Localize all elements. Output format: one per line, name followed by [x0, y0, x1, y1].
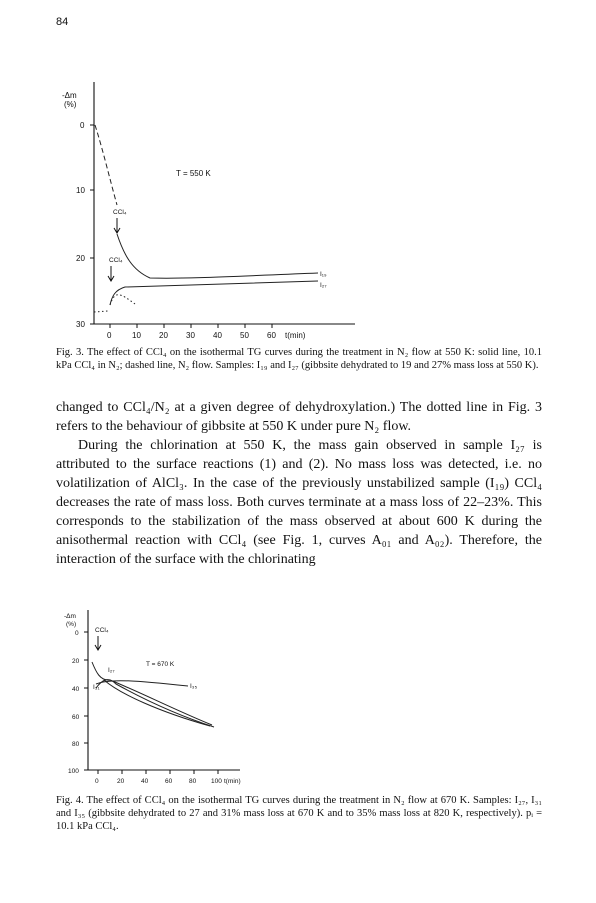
- fig4-x-tick: 20: [117, 778, 125, 785]
- fig4-ccl4-label: CCl₄: [95, 627, 109, 634]
- fig3-temperature-label: T = 550 K: [176, 169, 211, 178]
- fig4-y-label-1: -Δm: [64, 613, 76, 620]
- fig4-curve-label-i27: I₂₇: [108, 667, 115, 674]
- fig3-curve-i27-start: [94, 311, 108, 312]
- fig4-x-tick: 40: [141, 778, 149, 785]
- fig3-x-tick: 30: [186, 331, 195, 340]
- fig3-curve-i19-ccl4: [117, 234, 318, 278]
- fig3-curve-i27-ccl4: [110, 281, 318, 305]
- figure-3-caption: Fig. 3. The effect of CCl₄ on the isothermal TG curves during the treatment in N₂ flow at 550 K: solid line, 10.1 kPa CCl₄ in N₂; dashed line, N₂ flow. Samples: I₁₉ and I₂₇ (gibbsite dehydrated to 19 and 27% mass loss at 550 K).: [56, 347, 542, 371]
- fig4-y-tick: 80: [72, 741, 80, 748]
- fig3-y-label-1: -Δm: [62, 91, 77, 100]
- fig3-y-tick: 30: [76, 320, 85, 329]
- fig3-x-tick: 20: [159, 331, 168, 340]
- fig3-arrow-upper: [114, 218, 120, 233]
- fig4-temperature-label: T = 670 K: [146, 661, 175, 668]
- fig3-ccl4-label-upper: CCl₄: [113, 209, 127, 216]
- fig3-ccl4-label-lower: CCl₄: [109, 257, 123, 264]
- page-number: 84: [56, 16, 69, 28]
- fig4-x-label: t(min): [224, 778, 241, 785]
- fig3-x-tick: 10: [132, 331, 141, 340]
- fig3-x-tick: 60: [267, 331, 276, 340]
- paragraph-2: During the chlorination at 550 K, the mass gain observed in sample I₂₇ is attributed to the surface reactions (1) and (2). No mass loss was detected, i.e. no volatilization of AlCl₃. In the case of the previously unstabilized sample (I₁₉) CCl₄ decreases the rate of mass loss. Both curves terminate at a mass loss of 22–23%. This corresponds to the stabilization of the mass observed at about 600 K during the anisothermal reaction with CCl₄ (see Fig. 1, curves A₀₁ and A₀₂). Therefore, the interaction of the surface with the chlorinating: [56, 438, 542, 567]
- fig3-curve-label-i27: I₂₇: [320, 282, 327, 289]
- fig3-x-tick: 40: [213, 331, 222, 340]
- fig4-x-tick: 100: [211, 778, 222, 785]
- fig4-curve-label-i35: I₃₅: [190, 683, 198, 690]
- figure-4-caption: Fig. 4. The effect of CCl₄ on the isothermal TG curves during the treatment in N₂ flow at 670 K. Samples: I₂₇, I₃₁ and I₃₅ (gibbsite dehydrated to 27 and 31% mass loss at 670 K and to 35% mass loss at 820 K, respectively). pᵢ = 10.1 kPa CCl₄.: [56, 795, 542, 832]
- fig4-x-tick: 0: [95, 778, 99, 785]
- fig3-y-tick: 0: [80, 121, 85, 130]
- fig3-curve-gibbsite-n2: [110, 295, 135, 305]
- body-text: [56, 398, 542, 569]
- fig3-x-tick: 50: [240, 331, 249, 340]
- fig4-x-tick: 60: [165, 778, 173, 785]
- fig3-x-label: t(min): [285, 331, 306, 340]
- figure-4-plot: [0, 580, 596, 790]
- figure-3-plot: [0, 0, 596, 350]
- fig4-y-tick: 0: [75, 630, 79, 637]
- fig4-x-tick: 80: [189, 778, 197, 785]
- fig3-curve-label-i19: I₁₉: [320, 271, 327, 278]
- fig4-y-tick: 100: [68, 768, 79, 775]
- fig3-curve-i19-n2: [95, 125, 117, 205]
- fig4-y-tick: 60: [72, 714, 80, 721]
- fig3-x-tick: 0: [107, 331, 112, 340]
- fig3-y-label-2: (%): [64, 100, 77, 109]
- paragraph-1: changed to CCl₄/N₂ at a given degree of dehydroxylation.) The dotted line in Fig. 3 refers to the behaviour of gibbsite at 550 K under pure N₂ flow.: [56, 400, 542, 434]
- fig4-arrow: [95, 636, 101, 650]
- fig3-y-tick: 20: [76, 254, 85, 263]
- fig4-y-tick: 20: [72, 658, 80, 665]
- fig3-arrow-lower: [108, 266, 114, 281]
- fig4-y-tick: 40: [72, 686, 80, 693]
- fig3-y-tick: 10: [76, 186, 85, 195]
- fig4-y-label-2: (%): [66, 621, 77, 628]
- fig4-curve-label-i31: I₃₁: [93, 684, 100, 691]
- fig4-curve-i35: [96, 681, 188, 686]
